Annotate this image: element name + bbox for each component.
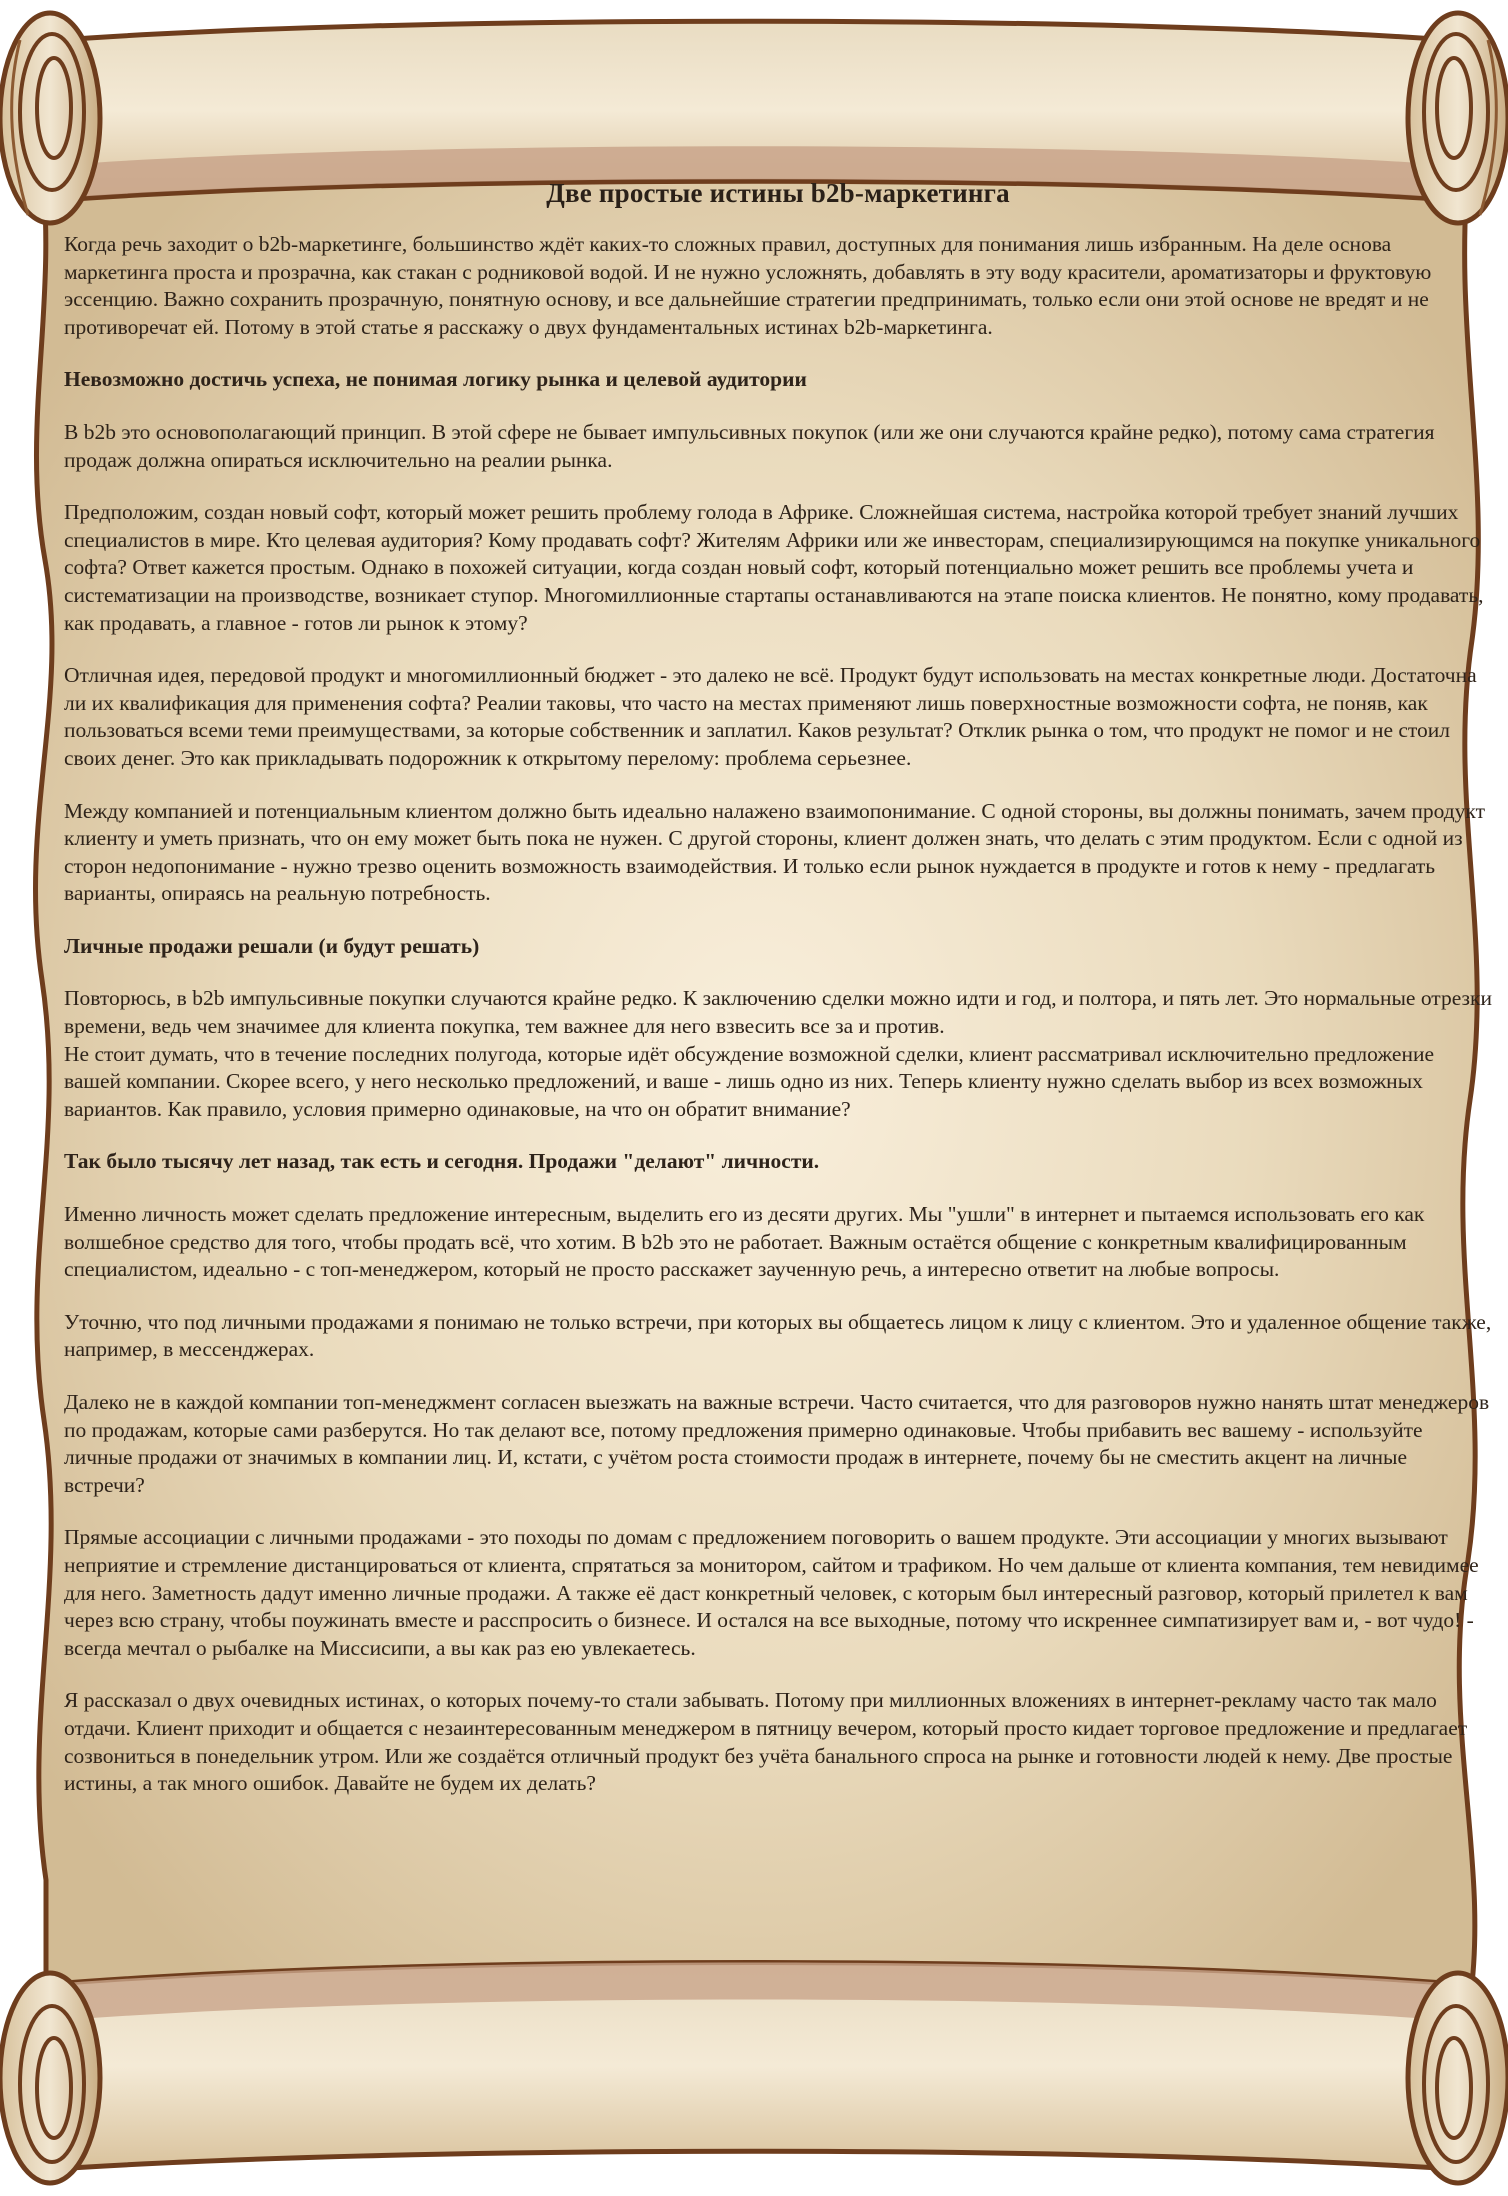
section-heading: Невозможно достичь успеха, не понимая логику рынка и целевой аудитории [64,367,807,392]
body-paragraph: Уточню, что под личными продажами я понимаю не только встречи, при которых вы общаетесь лицом к лицу с клиентом. Это и удаленное общение также, например, в мессенджерах. [64,1309,1492,1362]
body-paragraph: В b2b это основополагающий принцип. В этой сфере не бывает импульсивных покупок (или же они случаются крайне редко), потому сама стратегия продаж должна опираться исключительно на реалии рынка. [64,419,1435,472]
body-paragraph: Далеко не в каждой компании топ-менеджмент согласен выезжать на важные встречи. Часто считается, что для разговоров нужно нанять штат менеджеров по продажам, которые сами разберутся. Но так делают все, потому предложения примерно одинаковые. Чтобы прибавить вес вашему - используйте личные продажи от значимых в компании лиц. И, кстати, с учётом роста стоимости продаж в интернете, почему бы не сместить акцент на личные встречи? [64,1390,1490,1497]
article-title: Две простые истины b2b-маркетинга [546,178,1010,208]
body-paragraph: Предположим, создан новый софт, который может решить проблему голода в Африке. Сложнейшая система, настройка которой требует знаний лучших специалистов в мире. Кто целевая аудитория? Кому продавать софт? Жителям Африки или же инвесторам, специализирующимся на покупке уникального софта? Ответ кажется простым. Однако в похожей ситуации, когда создан новый софт, который потенциально может решить все проблемы учета и систематизации на производстве, возникает ступор. Многомиллионные стартапы останавливаются на этапе поиска клиентов. Не понятно, кому продавать, как продавать, а главное - готов ли рынок к этому? [64,500,1484,635]
bottom-right-roll-cap [1408,1973,1508,2183]
bottom-left-roll-cap [0,1973,100,2183]
article [64,178,1492,1798]
article-body [64,231,1492,1798]
body-paragraph: Когда речь заходит о b2b-маркетинге, большинство ждёт каких-то сложных правил, доступных для понимания лишь избранным. На деле основа маркетинга проста и прозрачна, как стакан с родниковой водой. И не нужно усложнять, добавлять в эту воду красители, ароматизаторы и фруктовую эссенцию. Важно сохранить прозрачную, понятную основу, и все дальнейшие стратегии предпринимать, только если они этой основе не вредят и не противоречат ей. Потому в этой статье я расскажу о двух фундаментальных истинах b2b-маркетинга. [64,232,1432,339]
section-heading: Так было тысячу лет назад, так есть и сегодня. Продажи "делают" личности. [64,1149,820,1174]
body-paragraph: Между компанией и потенциальным клиентом должно быть идеально налажено взаимопонимание. С одной стороны, вы должны понимать, зачем продукт клиенту и уметь признать, что он ему может быть пока не нужен. С другой стороны, клиент должен знать, что делать с этим продуктом. Если с одной из сторон недопонимание - нужно трезво оценить возможность взаимодействия. И только если рынок нуждается в продукте и готов к нему - предлагать варианты, опираясь на реальную потребность. [64,798,1485,906]
body-paragraph: Я рассказал о двух очевидных истинах, о которых почему-то стали забывать. Потому при миллионных вложениях в интернет-рекламу часто так мало отдачи. Клиент приходит и общается с незаинтересованным менеджером в пятницу вечером, который просто кидает торговое предложение и предлагает созвониться в понедельник утром. Или же создаётся отличный продукт без учёта банального спроса на рынке и готовности людей к нему. Две простые истины, а так много ошибок. Давайте не будем их делать? [64,1688,1468,1796]
body-paragraph: Повторюсь, в b2b импульсивные покупки случаются крайне редко. К заключению сделки можно идти и год, и полтора, и пять лет. Это нормальные отрезки времени, ведь чем значимее для клиента покупка, тем важнее для него взвесить все за и против. Не стоит думать, что в течение последних полугода, которые идёт обсуждение возможной сделки, клиент рассматривал исключительно предложение вашей компании. Скорее всего, у него несколько предложений, и ваше - лишь одно из них. Теперь клиенту нужно сделать выбор из всех возможных вариантов. Как правило, условия примерно одинаковые, на что он обратит внимание? [64,986,1492,1121]
body-paragraph: Отличная идея, передовой продукт и многомиллионный бюджет - это далеко не всё. Продукт будут использовать на местах конкретные люди. Достаточна ли их квалификация для применения софта? Реалии таковы, что часто на местах применяют лишь поверхностные возможности софта, не поняв, как пользоваться всеми теми преимуществами, за которые собственник и заплатил. Каков результат? Отклик рынка о том, что продукт не помог и не стоил своих денег. Это как прикладывать подорожник к открытому перелому: проблема серьезнее. [64,663,1477,770]
body-paragraph: Прямые ассоциации с личными продажами - это походы по домам с предложением поговорить о вашем продукте. Эти ассоциации у многих вызывают неприятие и стремление дистанцироваться от клиента, спрятаться за монитором, сайтом и трафиком. Но чем дальше от клиента компания, тем невидимее для него. Заметность дадут именно личные продажи. А также её даст конкретный человек, с которым был интересный разговор, который прилетел к вам через всю страну, чтобы поужинать вместе и расспросить о бизнесе. И остался на все выходные, потому что искреннее симпатизирует вам и, - вот чудо! - всегда мечтал о рыбалке на Миссисипи, а вы как раз ею увлекаетесь. [64,1525,1479,1660]
section-heading: Личные продажи решали (и будут решать) [64,933,480,958]
body-paragraph: Именно личность может сделать предложение интересным, выделить его из десяти других. Мы "ушли" в интернет и пытаемся использовать его как волшебное средство для того, чтобы продать всё, что хотим. В b2b это не работает. Важным остаётся общение с конкретным квалифицированным специалистом, идеально - с топ-менеджером, который не просто расскажет заученную речь, а интересно ответит на любые вопросы. [64,1202,1425,1282]
